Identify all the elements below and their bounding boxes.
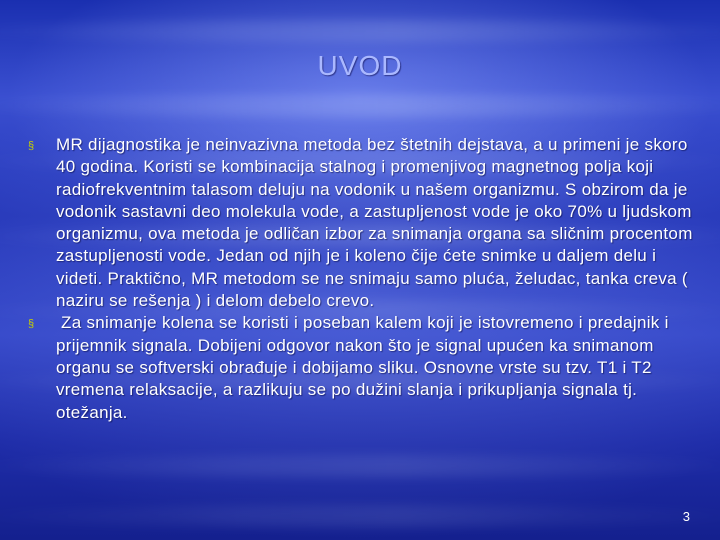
- bullet-item: [28, 312, 696, 423]
- slide-title: UVOD: [317, 50, 403, 81]
- bullet-text: Za snimanje kolena se koristi i poseban kalem koji je istovremeno i predajnik i prijemnik signala. Dobijeni odgovor nakon što je signal upućen ka snimanom organu se softverski obrađuje i dobijamo sliku. Osnovne vrste su tzv. T1 i T2 vremena relaksacije, a razlikuju se po dužini slanja i prikupljanja signala tj. otežanja.: [56, 313, 674, 422]
- page-number: 3: [682, 509, 690, 524]
- bullet-list: [28, 134, 696, 424]
- bullet-item: [28, 134, 696, 312]
- background-streak: [0, 95, 720, 117]
- background-streak: [0, 20, 720, 42]
- bullet-text: MR dijagnostika je neinvazivna metoda bez štetnih dejstava, a u primeni je skoro 40 godina. Koristi se kombinacija stalnog i promenjivog magnetnog polja koji radiofrekventnim talasom deluju na vodonik u našem organizmu. S obzirom da je vodonik sastavni deo molekula vode, a zastupljenost vode je oko 70% u ljudskom organizmu, ova metoda je odličan izbor za snimanja organa sa sličnim procentom zastupljenosti vode. Jedan od njih je i koleno čije ćete snimke u daljem delu i videti. Praktično, MR metodom se ne snimaju samo pluća, želudac, tanka creva ( naziru se rešenja ) i delom debelo crevo.: [56, 135, 693, 311]
- background-streak: [0, 505, 720, 527]
- bullet-icon: §: [28, 318, 35, 331]
- background-streak: [0, 455, 720, 477]
- bullet-icon: §: [28, 140, 35, 152]
